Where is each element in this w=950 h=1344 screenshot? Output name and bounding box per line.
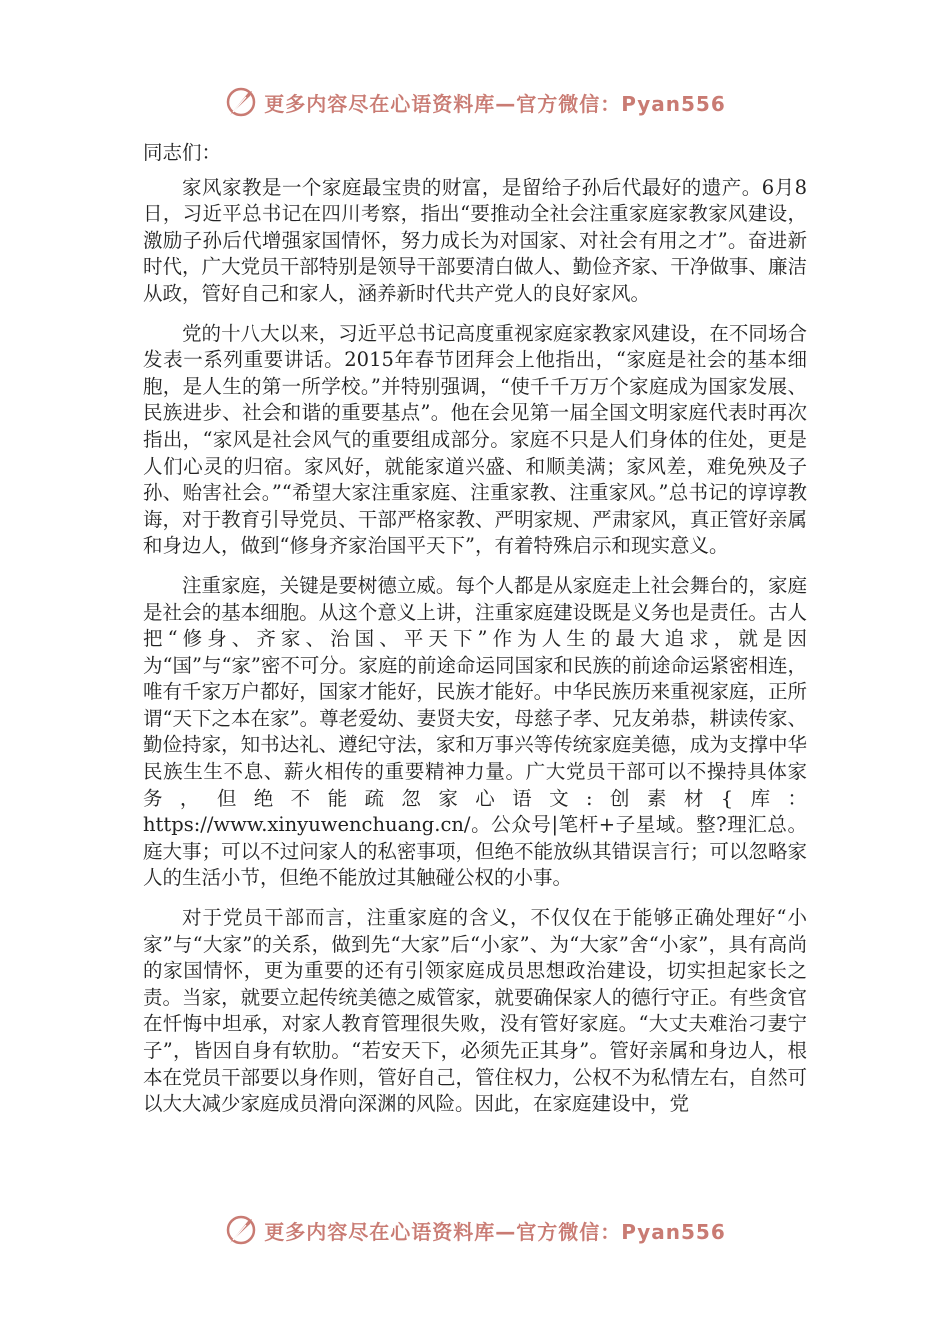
paragraph-3: 注重家庭，关键是要树德立威。每个人都是从家庭走上社会舞台的，家庭是社会的基本细胞。从这个意义上讲，注重家庭建设既是义务也是责任。古人把“修身、齐家、治国、平天下”作为人生的最大追求，就是因为“国”与“家”密不可分。家庭的前途命运同国家和民族的前途命运紧密相连，唯有千家万户都好，国家才能好，民族才能好。中华民族历来重视家庭，正所谓“天下之本在家”。尊老爱幼、妻贤夫安，母慈子孝、兄友弟恭，耕读传家、勤俭持家，知书达礼、遵纪守法，家和万事兴等传统家庭美德，成为支撑中华民族生生不息、薪火相传的重要精神力量。广大党员干部可以不操持具体家务，但绝不能疏忽家心语文:创素材{库：https://www.xinyuwenchuang.cn/。公众号|笔杆+子星域。整?理汇总。庭大事；可以不过问家人的私密事项，但绝不能放纵其错误言行；可以忽略家人的生活小节，但绝不能放过其触碰公权的小事。: [143, 573, 807, 890]
quill-pen-logo-icon: [224, 1213, 258, 1247]
document-body: [143, 140, 807, 1131]
header-banner: [0, 82, 950, 122]
paragraph-1: 家风家教是一个家庭最宝贵的财富，是留给子孙后代最好的遗产。6月8日，习近平总书记在四川考察，指出“要推动全社会注重家庭家教家风建设，激励子孙后代增强家国情怀，努力成长为对国家、对社会有用之才”。奋进新时代，广大党员干部特别是领导干部要清白做人、勤俭齐家、干净做事、廉洁从政，管好自己和家人，涵养新时代共产党人的良好家风。: [143, 175, 807, 305]
banner-text: 更多内容尽在心语资料库—官方微信：Pyan556: [264, 1219, 726, 1244]
footer-banner: [0, 1210, 950, 1250]
paragraph-4: 对于党员干部而言，注重家庭的含义，不仅仅在于能够正确处理好“小家”与“大家”的关系，做到先“大家”后“小家”、为“大家”舍“小家”，具有高尚的家国情怀，更为重要的还有引领家庭成员思想政治建设，切实担起家长之责。当家，就要立起传统美德之威管家，就要确保家人的德行守正。有些贪官在忏悔中坦承，对家人教育管理很失败，没有管好家庭。“大丈夫难治刁妻宁子”，皆因自身有软肋。“若安天下，必须先正其身”。管好亲属和身边人，根本在党员干部要以身作则，管好自己，管住权力，公权不为私情左右，自然可以大大减少家庭成员滑向深渊的风险。因此，在家庭建设中，党: [143, 906, 807, 1116]
quill-pen-logo-icon: [224, 85, 258, 119]
paragraph-2: 党的十八大以来，习近平总书记高度重视家庭家教家风建设，在不同场合发表一系列重要讲话。2015年春节团拜会上他指出，“家庭是社会的基本细胞，是人生的第一所学校。”并特别强调，“使千千万万个家庭成为国家发展、民族进步、社会和谐的重要基点”。他在会见第一届全国文明家庭代表时再次指出，“家风是社会风气的重要组成部分。家庭不只是人们身体的住处，更是人们心灵的归宿。家风好，就能家道兴盛、和顺美满；家风差，难免殃及子孙、贻害社会。”“希望大家注重家庭、注重家教、注重家风。”总书记的谆谆教诲，对于教育引导党员、干部严格家教、严明家规、严肃家风，真正管好亲属和身边人，做到“修身齐家治国平天下”，有着特殊启示和现实意义。: [143, 321, 807, 558]
salutation: 同志们：: [143, 141, 222, 164]
banner-text: 更多内容尽在心语资料库—官方微信：Pyan556: [264, 91, 726, 116]
